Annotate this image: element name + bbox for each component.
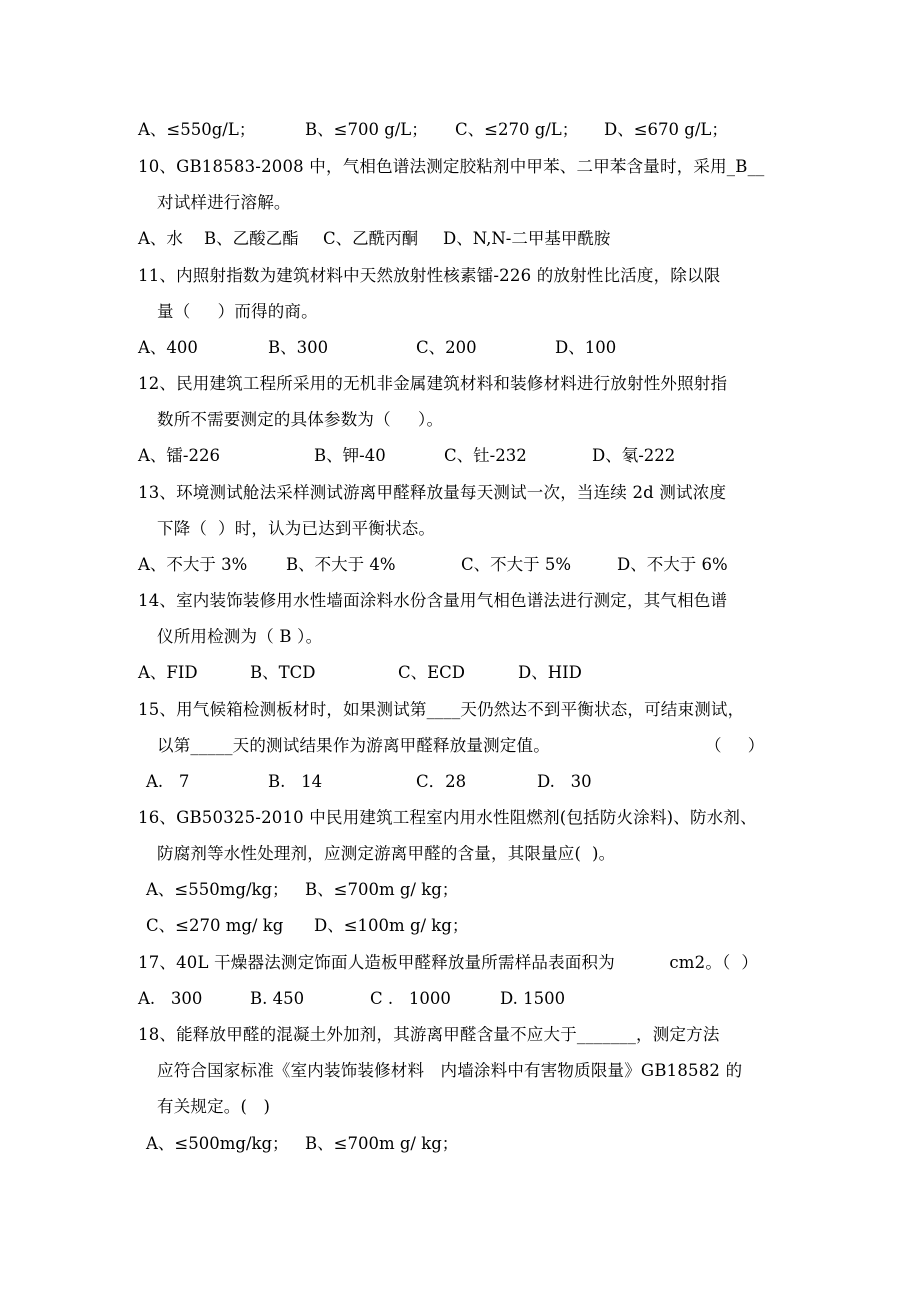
q14-option-b: B、TCD <box>250 663 316 682</box>
q12-option-c: C、钍-232 <box>444 446 527 465</box>
q15-option-b: B. 14 <box>268 772 323 791</box>
q9-option-a: A、≤550g/L； <box>138 120 256 139</box>
q15-option-c: C．28 <box>416 772 467 791</box>
q14-option-d: D、HID <box>518 663 582 682</box>
q10-option-c: C、乙酰丙酮 <box>323 229 419 248</box>
q17-option-c: C . 1000 <box>370 989 451 1008</box>
q16-option-a: A、≤550mg/kg； <box>146 880 289 899</box>
q11-text-line1: 11、内照射指数为建筑材料中天然放射性核素镭-226 的放射性比活度，除以限 <box>138 266 721 285</box>
q9-option-d: D、≤670 g/L； <box>604 120 728 139</box>
q18-option-a: A、≤500mg/kg； <box>146 1134 289 1153</box>
q16-option-d: D、≤100m g/ kg； <box>314 916 469 935</box>
q15-option-d: D. 30 <box>537 772 592 791</box>
q16-text-line1: 16、GB50325-2010 中民用建筑工程室内用水性阻燃剂(包括防火涂料)、防水剂、 <box>138 808 757 827</box>
q15-option-a: A. 7 <box>146 772 190 791</box>
q16-option-c: C、≤270 mg/ kg <box>146 916 284 935</box>
q12-text-line2: 数所不需要测定的具体参数为（ ）。 <box>157 410 444 429</box>
q10-option-a: A、水 <box>138 229 183 248</box>
q9-option-c: C、≤270 g/L； <box>455 120 579 139</box>
q14-text-line2: 仪所用检测为（ B ）。 <box>157 627 323 646</box>
q9-option-b: B、≤700 g/L； <box>305 120 428 139</box>
q12-option-a: A、镭-226 <box>138 446 220 465</box>
q13-text-line1: 13、环境测试舱法采样测试游离甲醛释放量每天测试一次，当连续 2d 测试浓度 <box>138 483 727 502</box>
q17-option-a: A. 300 <box>138 989 203 1008</box>
q14-option-a: A、FID <box>138 663 198 682</box>
q18-option-b: B、≤700m g/ kg； <box>305 1134 459 1153</box>
q14-option-c: C、ECD <box>398 663 466 682</box>
q18-text-line1: 18、能释放甲醛的混凝土外加剂，其游离甲醛含量不应大于_______，测定方法 <box>138 1025 720 1044</box>
q11-option-b: B、300 <box>268 338 329 357</box>
q17-option-d: D. 1500 <box>500 989 566 1008</box>
q13-option-d: D、不大于 6% <box>617 555 728 574</box>
q13-option-c: C、不大于 5% <box>461 555 572 574</box>
q17-option-b: B. 450 <box>250 989 305 1008</box>
q12-option-d: D、氡-222 <box>592 446 676 465</box>
q11-option-c: C、200 <box>416 338 477 357</box>
q12-text-line1: 12、民用建筑工程所采用的无机非金属建筑材料和装修材料进行放射性外照射指 <box>138 374 728 393</box>
q13-option-a: A、不大于 3% <box>138 555 248 574</box>
q18-text-line3: 有关规定。( ) <box>157 1097 271 1116</box>
q10-text-line2: 对试样进行溶解。 <box>157 193 291 212</box>
q10-text-line1: 10、GB18583-2008 中，气相色谱法测定胶粘剂中甲苯、二甲苯含量时，采用_B__ <box>138 157 765 176</box>
q15-text-line2: 以第_____天的测试结果作为游离甲醛释放量测定值。 <box>157 736 550 755</box>
q11-text-line2: 量（ ）而得的商。 <box>157 302 318 321</box>
q17-text-line1: 17、40L 干燥器法测定饰面人造板甲醛释放量所需样品表面积为 cm2。（ ） <box>138 953 759 972</box>
q10-option-b: B、乙酸乙酯 <box>204 229 299 248</box>
q13-text-line2: 下降（ ）时，认为已达到平衡状态。 <box>157 519 436 538</box>
q14-text-line1: 14、室内装饰装修用水性墙面涂料水份含量用气相色谱法进行测定，其气相色谱 <box>138 591 728 610</box>
q16-option-b: B、≤700m g/ kg； <box>305 880 459 899</box>
q10-option-d: D、N,N-二甲基甲酰胺 <box>443 229 611 248</box>
q12-option-b: B、钾-40 <box>314 446 386 465</box>
q15-text-line1: 15、用气候箱检测板材时，如果测试第____天仍然达不到平衡状态，可结束测试， <box>138 700 745 719</box>
q11-option-a: A、400 <box>138 338 198 357</box>
q18-text-line2: 应符合国家标准《室内装饰装修材料 内墙涂料中有害物质限量》GB18582 的 <box>157 1061 743 1080</box>
q11-option-d: D、100 <box>555 338 617 357</box>
q16-text-line2: 防腐剂等水性处理剂，应测定游离甲醛的含量，其限量应( )。 <box>157 844 616 863</box>
q13-option-b: B、不大于 4% <box>286 555 396 574</box>
q15-answer-paren: （ ） <box>705 736 765 755</box>
